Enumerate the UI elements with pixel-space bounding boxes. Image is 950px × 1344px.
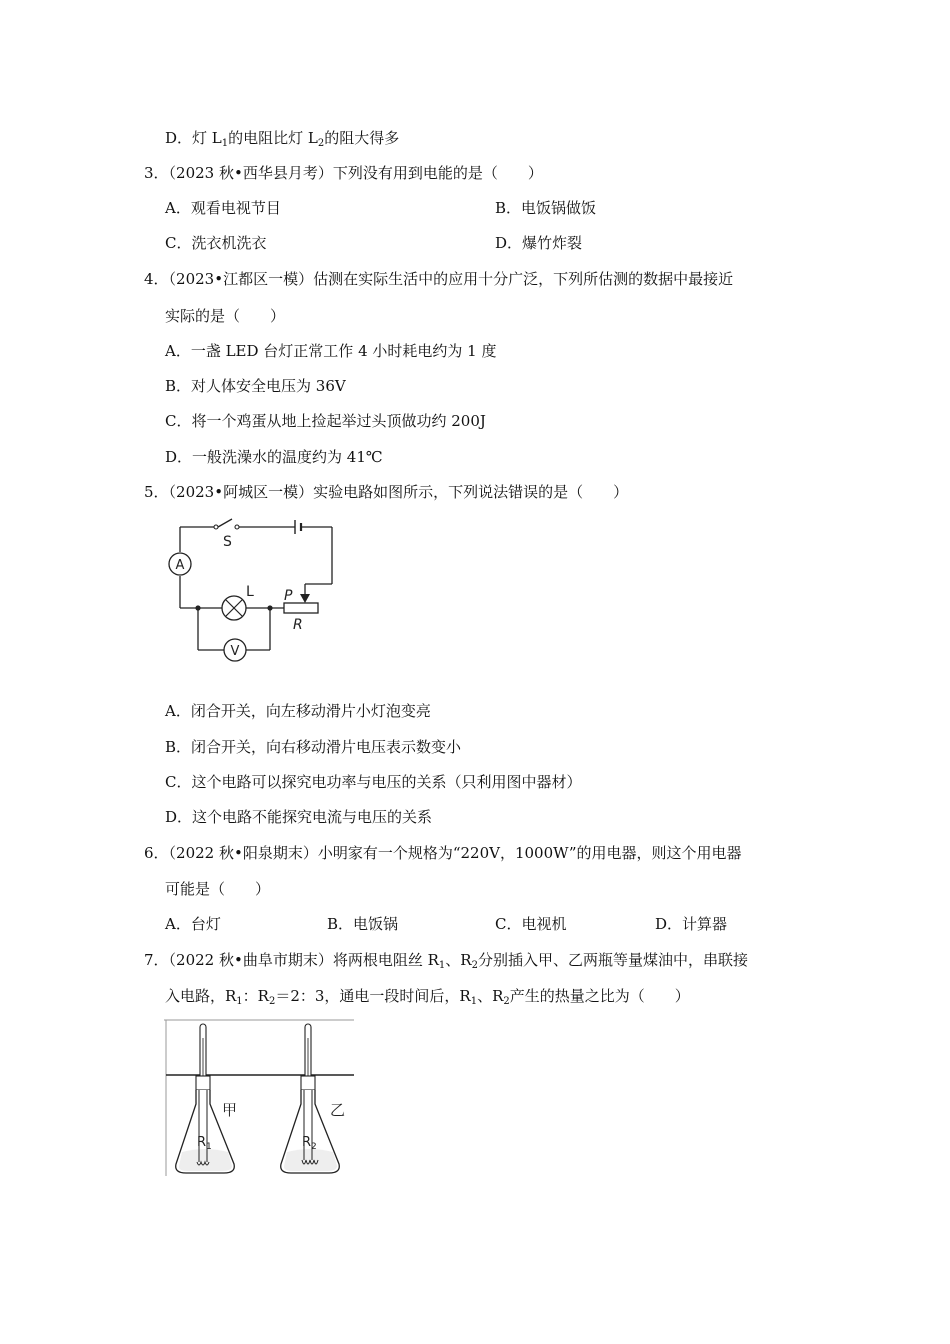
yi-label: 乙 (330, 1101, 346, 1119)
q5-circuit-diagram (160, 512, 340, 662)
r1-label: $R_1$ (197, 1135, 212, 1152)
q4-option-a: A．一盏 LED 台灯正常工作 4 小时耗电约为 1 度 (165, 342, 497, 360)
jia-label: 甲 (222, 1101, 238, 1119)
q6-stem-line2: 可能是（ ） (165, 880, 271, 898)
q3-option-a: A．观看电视节目 (165, 199, 281, 217)
switch-label: S (223, 534, 232, 550)
q5-option-b: B．闭合开关，向右移动滑片电压表示数变小 (165, 738, 462, 756)
q4-stem-line1: 4．（2023•江都区一模）估测在实际生活中的应用十分广泛，下列所估测的数据中最接近 (144, 270, 734, 288)
q5-option-d: D．这个电路不能探究电流与电压的关系 (165, 808, 433, 826)
ammeter-label: A (175, 558, 185, 573)
q5-option-c: C．这个电路可以探究电功率与电压的关系（只利用图中器材） (165, 773, 582, 791)
q4-option-b: B．对人体安全电压为 36V (165, 377, 346, 395)
q2-option-d: D．灯 $L_1$的电阻比灯 $L_2$的阻大得多 (165, 129, 400, 149)
q6-option-c: C．电视机 (495, 915, 567, 933)
flask-jia (176, 1024, 237, 1173)
q6-option-d: D．计算器 (655, 915, 728, 933)
q7-stem-line2: 入电路，$R_1$：$R_2=2$：3，通电一段时间后，$R_1$、$R_2$产生的热量之比为（ ） (165, 987, 690, 1007)
q4-option-c: C．将一个鸡蛋从地上捡起举过头顶做功约 200J (165, 412, 486, 430)
q6-option-b: B．电饭锅 (327, 915, 399, 933)
q4-option-d: D．一般洗澡水的温度约为 41℃ (165, 448, 383, 466)
q5-stem: 5．（2023•阿城区一模）实验电路如图所示，下列说法错误的是（ ） (144, 483, 629, 501)
q3-option-c: C．洗衣机洗衣 (165, 234, 267, 252)
q3-stem: 3．（2023 秋•西华县月考）下列没有用到电能的是（ ） (144, 164, 543, 182)
voltmeter-label: V (230, 644, 240, 659)
flask-yi (281, 1024, 345, 1173)
lamp-label: L (246, 584, 254, 600)
q3-option-b: B．电饭锅做饭 (495, 199, 597, 217)
q7-stem-line1: 7．（2022 秋•曲阜市期末）将两根电阻丝 $R_1$、$R_2$分别插入甲、乙两瓶等量煤油中，串联接 (144, 951, 748, 971)
slider-label: P (284, 588, 293, 604)
q3-option-d: D．爆竹炸裂 (495, 234, 583, 252)
q7-flask-diagram (164, 1018, 356, 1178)
r2-label: $R_2$ (302, 1135, 317, 1152)
q6-stem-line1: 6．（2022 秋•阳泉期末）小明家有一个规格为“220V，1000W”的用电器，则这个用电器 (144, 844, 742, 862)
rheostat-label: R (293, 617, 303, 633)
q6-option-a: A．台灯 (165, 915, 221, 933)
q4-stem-line2: 实际的是（ ） (165, 307, 286, 325)
q5-option-a: A．闭合开关，向左移动滑片小灯泡变亮 (165, 702, 431, 720)
